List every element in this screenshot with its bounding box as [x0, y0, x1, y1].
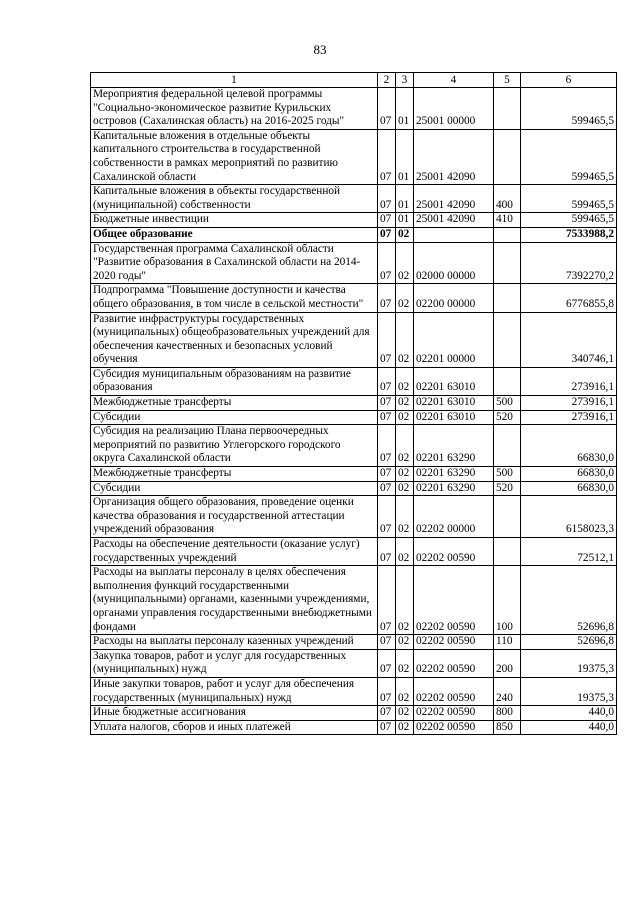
subsection-code-cell: 02 [396, 425, 414, 467]
expense-type-cell: 110 [494, 635, 521, 650]
table-row [91, 481, 617, 496]
expense-type-cell: 800 [494, 706, 521, 721]
subsection-code-cell: 02 [396, 496, 414, 538]
table-row [91, 284, 617, 312]
table-row [91, 242, 617, 284]
target-article-cell: 02202 00590 [414, 720, 494, 735]
section-code-cell: 07 [378, 312, 396, 367]
amount-cell: 273916,1 [521, 396, 617, 411]
table-row [91, 677, 617, 705]
amount-cell: 72512,1 [521, 538, 617, 566]
subsection-code-cell: 02 [396, 396, 414, 411]
expense-type-cell [494, 367, 521, 395]
subsection-code-cell: 02 [396, 566, 414, 635]
subsection-code-cell: 02 [396, 538, 414, 566]
target-article-cell: 02201 63010 [414, 410, 494, 425]
table-row [91, 538, 617, 566]
section-code-cell: 07 [378, 367, 396, 395]
target-article-cell: 02202 00590 [414, 635, 494, 650]
header-row [91, 73, 617, 88]
row-name-cell: Субсидия муниципальным образованиям на развитие образования [91, 367, 378, 395]
subsection-code-cell: 01 [396, 129, 414, 184]
table-row [91, 649, 617, 677]
expense-type-cell [494, 496, 521, 538]
target-article-cell: 02200 00000 [414, 284, 494, 312]
expense-type-cell: 410 [494, 213, 521, 228]
target-article-cell: 25001 42090 [414, 213, 494, 228]
section-code-cell: 07 [378, 706, 396, 721]
row-name-cell: Мероприятия федеральной целевой программы "Социально-экономическое развитие Курильских островов (Сахалинская область) на 2016-2025 годы" [91, 88, 378, 130]
expense-type-cell: 500 [494, 396, 521, 411]
target-article-cell: 25001 42090 [414, 129, 494, 184]
row-name-cell: Закупка товаров, работ и услуг для государственных (муниципальных) нужд [91, 649, 378, 677]
amount-cell: 7533988,2 [521, 227, 617, 242]
target-article-cell: 25001 00000 [414, 88, 494, 130]
row-name-cell: Капитальные вложения в объекты государственной (муниципальной) собственности [91, 185, 378, 213]
amount-cell: 599465,5 [521, 129, 617, 184]
amount-cell: 6158023,3 [521, 496, 617, 538]
amount-cell: 52696,8 [521, 635, 617, 650]
table-row [91, 566, 617, 635]
row-name-cell: Капитальные вложения в отдельные объекты капитального строительства в государственной собственности в рамках мероприятий по развитию Сахалинской области [91, 129, 378, 184]
subsection-code-cell: 02 [396, 635, 414, 650]
amount-cell: 273916,1 [521, 367, 617, 395]
amount-cell: 66830,0 [521, 425, 617, 467]
table-row [91, 367, 617, 395]
expense-type-cell: 200 [494, 649, 521, 677]
subsection-code-cell: 02 [396, 649, 414, 677]
header-col-amount: 6 [521, 73, 617, 88]
section-code-cell: 07 [378, 425, 396, 467]
subsection-code-cell: 02 [396, 677, 414, 705]
amount-cell: 599465,5 [521, 213, 617, 228]
expense-type-cell [494, 227, 521, 242]
expense-type-cell: 240 [494, 677, 521, 705]
table-row [91, 635, 617, 650]
subsection-code-cell: 02 [396, 467, 414, 482]
row-name-cell: Развитие инфраструктуры государственных (муниципальных) общеобразовательных учреждений для обеспечения качественных и безопасных условий обучения [91, 312, 378, 367]
expense-type-cell: 850 [494, 720, 521, 735]
row-name-cell: Расходы на выплаты персоналу в целях обеспечения выполнения функций государственными (муниципальными) органами, казенными учреждениями, органами управления государственными внебюджетными фондами [91, 566, 378, 635]
page-number: 83 [313, 42, 327, 57]
target-article-cell: 02201 63290 [414, 467, 494, 482]
table-row [91, 467, 617, 482]
expense-type-cell [494, 88, 521, 130]
section-code-cell: 07 [378, 396, 396, 411]
section-code-cell: 07 [378, 242, 396, 284]
target-article-cell: 02202 00590 [414, 566, 494, 635]
row-name-cell: Иные бюджетные ассигнования [91, 706, 378, 721]
row-name-cell: Субсидия на реализацию Плана первоочередных мероприятий по развитию Углегорского городского округа Сахалинской области [91, 425, 378, 467]
table-row [91, 88, 617, 130]
expense-type-cell: 520 [494, 481, 521, 496]
table-row [91, 185, 617, 213]
row-name-cell: Уплата налогов, сборов и иных платежей [91, 720, 378, 735]
subsection-code-cell: 02 [396, 410, 414, 425]
amount-cell: 6776855,8 [521, 284, 617, 312]
table-row [91, 396, 617, 411]
target-article-cell: 02201 63010 [414, 396, 494, 411]
target-article-cell: 02202 00590 [414, 677, 494, 705]
target-article-cell: 02202 00590 [414, 538, 494, 566]
subsection-code-cell: 02 [396, 284, 414, 312]
subsection-code-cell: 02 [396, 242, 414, 284]
row-name-cell: Субсидии [91, 410, 378, 425]
target-article-cell: 02201 63290 [414, 481, 494, 496]
amount-cell: 599465,5 [521, 88, 617, 130]
amount-cell: 66830,0 [521, 481, 617, 496]
section-code-cell: 07 [378, 635, 396, 650]
target-article-cell: 25001 42090 [414, 185, 494, 213]
section-code-cell: 07 [378, 481, 396, 496]
amount-cell: 340746,1 [521, 312, 617, 367]
section-code-cell: 07 [378, 129, 396, 184]
section-code-cell: 07 [378, 720, 396, 735]
header-col-name: 1 [91, 73, 378, 88]
section-code-cell: 07 [378, 677, 396, 705]
amount-cell: 599465,5 [521, 185, 617, 213]
target-article-cell: 02201 63010 [414, 367, 494, 395]
table-row [91, 496, 617, 538]
target-article-cell [414, 227, 494, 242]
header-col-section: 2 [378, 73, 396, 88]
subsection-code-cell: 02 [396, 367, 414, 395]
table-row [91, 129, 617, 184]
expense-type-cell: 400 [494, 185, 521, 213]
table-header [91, 73, 617, 88]
subsection-code-cell: 02 [396, 706, 414, 721]
section-code-cell: 07 [378, 227, 396, 242]
row-name-cell: Государственная программа Сахалинской области "Развитие образования в Сахалинской области на 2014-2020 годы" [91, 242, 378, 284]
section-code-cell: 07 [378, 467, 396, 482]
subsection-code-cell: 02 [396, 227, 414, 242]
section-code-cell: 07 [378, 410, 396, 425]
table-row [91, 410, 617, 425]
target-article-cell: 02201 00000 [414, 312, 494, 367]
row-name-cell: Бюджетные инвестиции [91, 213, 378, 228]
expense-type-cell [494, 129, 521, 184]
row-name-cell: Расходы на выплаты персоналу казенных учреждений [91, 635, 378, 650]
row-name-cell: Межбюджетные трансферты [91, 467, 378, 482]
table-row [91, 213, 617, 228]
expense-type-cell: 100 [494, 566, 521, 635]
section-code-cell: 07 [378, 213, 396, 228]
target-article-cell: 02202 00590 [414, 649, 494, 677]
table-row [91, 425, 617, 467]
amount-cell: 440,0 [521, 720, 617, 735]
subsection-code-cell: 01 [396, 185, 414, 213]
section-code-cell: 07 [378, 185, 396, 213]
subsection-code-cell: 02 [396, 312, 414, 367]
table-row [91, 706, 617, 721]
header-col-subsection: 3 [396, 73, 414, 88]
subsection-code-cell: 01 [396, 88, 414, 130]
expense-type-cell: 500 [494, 467, 521, 482]
section-code-cell: 07 [378, 88, 396, 130]
expense-type-cell [494, 312, 521, 367]
amount-cell: 273916,1 [521, 410, 617, 425]
table-row [91, 312, 617, 367]
row-name-cell: Организация общего образования, проведение оценки качества образования и государственной аттестации учреждений образования [91, 496, 378, 538]
section-code-cell: 07 [378, 496, 396, 538]
row-name-cell: Подпрограмма "Повышение доступности и качества общего образования, в том числе в сельской местности" [91, 284, 378, 312]
amount-cell: 66830,0 [521, 467, 617, 482]
target-article-cell: 02202 00000 [414, 496, 494, 538]
table-row [91, 227, 617, 242]
section-code-cell: 07 [378, 284, 396, 312]
budget-table [90, 72, 617, 735]
amount-cell: 7392270,2 [521, 242, 617, 284]
row-name-cell: Расходы на обеспечение деятельности (оказание услуг) государственных учреждений [91, 538, 378, 566]
section-code-cell: 07 [378, 649, 396, 677]
expense-type-cell [494, 425, 521, 467]
target-article-cell: 02000 00000 [414, 242, 494, 284]
target-article-cell: 02202 00590 [414, 706, 494, 721]
amount-cell: 19375,3 [521, 649, 617, 677]
expense-type-cell [494, 242, 521, 284]
amount-cell: 19375,3 [521, 677, 617, 705]
table-body [91, 88, 617, 735]
header-col-target-article: 4 [414, 73, 494, 88]
header-col-expense-type: 5 [494, 73, 521, 88]
table-row [91, 720, 617, 735]
amount-cell: 440,0 [521, 706, 617, 721]
expense-type-cell [494, 284, 521, 312]
row-name-cell: Иные закупки товаров, работ и услуг для обеспечения государственных (муниципальных) нужд [91, 677, 378, 705]
expense-type-cell: 520 [494, 410, 521, 425]
row-name-cell: Субсидии [91, 481, 378, 496]
expense-type-cell [494, 538, 521, 566]
row-name-cell: Общее образование [91, 227, 378, 242]
subsection-code-cell: 02 [396, 481, 414, 496]
subsection-code-cell: 02 [396, 720, 414, 735]
section-code-cell: 07 [378, 566, 396, 635]
subsection-code-cell: 01 [396, 213, 414, 228]
target-article-cell: 02201 63290 [414, 425, 494, 467]
amount-cell: 52696,8 [521, 566, 617, 635]
section-code-cell: 07 [378, 538, 396, 566]
row-name-cell: Межбюджетные трансферты [91, 396, 378, 411]
